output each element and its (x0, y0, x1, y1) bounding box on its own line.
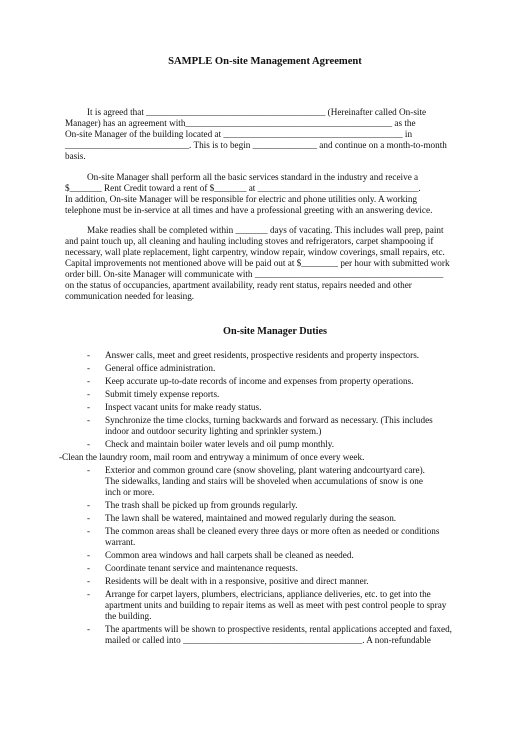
bullet-dash: - (87, 465, 91, 475)
duty-line: apartment units and building to repair items as well as meet with pest control people to spray (105, 600, 447, 610)
paragraph-line: It is agreed that _______________________________________ (Hereinafter called On-site (87, 107, 427, 117)
duty-item (59, 452, 487, 463)
duty-item (87, 563, 487, 574)
duty-line: Submit timely expense reports. (105, 389, 220, 399)
paragraph-line: order bill. On-site Manager will communicate with _________________________________________ (65, 269, 444, 279)
duty-item (87, 526, 487, 548)
paragraph-line: Capital improvements not mentioned above will be paid out at $________ per hour with submitted work (65, 258, 450, 268)
duty-line: indoor and outdoor security lighting and sprinkler system.) (105, 426, 322, 436)
paragraph-line: On-site Manager of the building located at _______________________________________ in (65, 129, 413, 139)
services-paragraph (65, 172, 475, 216)
duty-item (87, 376, 487, 387)
paragraph-line: On-site Manager shall perform all the basic services standard in the industry and receive a (87, 172, 419, 182)
duty-item (87, 513, 487, 524)
duty-item (87, 465, 487, 498)
bullet-dash: - (87, 563, 91, 573)
agreement-paragraph (65, 107, 475, 162)
duty-line: The apartments will be shown to prospective residents, rental applications accepted and faxed, (105, 624, 452, 634)
duty-item (87, 363, 487, 374)
document-title: SAMPLE On-site Management Agreement (168, 56, 362, 67)
duty-line: Common area windows and hall carpets shall be cleaned as needed. (105, 550, 354, 560)
duty-item (87, 500, 487, 511)
bullet-dash: - (87, 363, 91, 373)
duty-line: Arrange for carpet layers, plumbers, electricians, appliance deliveries, etc. to get into the (105, 589, 431, 599)
paragraph-line: ___________________________. This is to begin ______________ and continue on a month-to-month (65, 140, 447, 150)
duty-item (87, 402, 487, 413)
bullet-dash: - (87, 589, 91, 599)
make-readies-paragraph (65, 225, 475, 302)
duty-line: The lawn shall be watered, maintained and mowed regularly during the season. (105, 513, 397, 523)
bullet-dash: - (87, 576, 91, 586)
duties-heading: On-site Manager Duties (223, 326, 327, 337)
duty-line: Residents will be dealt with in a responsive, positive and direct manner. (105, 576, 369, 586)
duty-line: The sidewalks, landing and stairs will be shoveled when accumulations of snow is one (105, 476, 423, 486)
duty-line: Inspect vacant units for make ready status. (105, 402, 262, 412)
bullet-dash: - (87, 624, 91, 634)
duty-item (87, 389, 487, 400)
duty-line: Exterior and common ground care (snow shoveling, plant watering andcourtyard care). (105, 465, 425, 475)
paragraph-line: necessary, wall plate replacement, light carpentry, window repair, window coverings, small repairs, etc. (65, 247, 445, 257)
duty-line: inch or more. (105, 487, 155, 497)
paragraph-line: communication needed for leasing. (65, 291, 195, 301)
duty-line: the building. (105, 611, 152, 621)
duty-item (87, 589, 487, 622)
duty-line: warrant. (105, 537, 136, 547)
paragraph-line: and paint touch up, all cleaning and hauling including stoves and refrigerators, carpet shampooing if (65, 236, 434, 246)
duty-line: Coordinate tenant service and maintenance requests. (105, 563, 298, 573)
bullet-dash: - (87, 526, 91, 536)
bullet-dash: - (87, 389, 91, 399)
bullet-dash: - (87, 350, 91, 360)
paragraph-line: Manager) has an agreement with_____________________________________________ as the (65, 118, 416, 128)
duty-line: mailed or called into _______________________________________. A non-refundable (105, 635, 431, 645)
paragraph-line: telephone must be in-service at all times and have a professional greeting with an answering device. (65, 205, 433, 215)
duties-list (59, 350, 487, 648)
duty-item (87, 576, 487, 587)
duty-line: Answer calls, meet and greet residents, prospective residents and property inspectors. (105, 350, 420, 360)
paragraph-line: $_______ Rent Credit toward a rent of $_______ at ___________________________________. (65, 183, 421, 193)
bullet-dash: - (87, 513, 91, 523)
duty-line: Synchronize the time clocks, turning backwards and forward as necessary. (This includes (105, 415, 433, 425)
bullet-dash: - (87, 402, 91, 412)
duty-item (87, 439, 487, 450)
duty-item (87, 415, 487, 437)
duty-item (87, 624, 487, 646)
paragraph-line: basis. (65, 151, 86, 161)
paragraph-line: on the status of occupancies, apartment availability, ready rent status, repairs needed and other (65, 280, 412, 290)
bullet-dash: - (87, 500, 91, 510)
bullet-dash: - (87, 415, 91, 425)
duty-line: -Clean the laundry room, mail room and entryway a minimum of once every week. (59, 452, 365, 462)
paragraph-line: Make readies shall be completed within _______ days of vacating. This includes wall prep, paint (87, 225, 444, 235)
duty-line: Keep accurate up-to-date records of income and expenses from property operations. (105, 376, 414, 386)
duty-line: General office administration. (105, 363, 216, 373)
bullet-dash: - (87, 376, 91, 386)
duty-line: The common areas shall be cleaned every three days or more often as needed or conditions (105, 526, 440, 536)
duty-item (87, 550, 487, 561)
duty-line: The trash shall be picked up from grounds regularly. (105, 500, 298, 510)
bullet-dash: - (87, 550, 91, 560)
duty-line: Check and maintain boiler water levels and oil pump monthly. (105, 439, 335, 449)
paragraph-line: In addition, On-site Manager will be responsible for electric and phone utilities only. A working (65, 194, 418, 204)
duty-item (87, 350, 487, 361)
bullet-dash: - (87, 439, 91, 449)
